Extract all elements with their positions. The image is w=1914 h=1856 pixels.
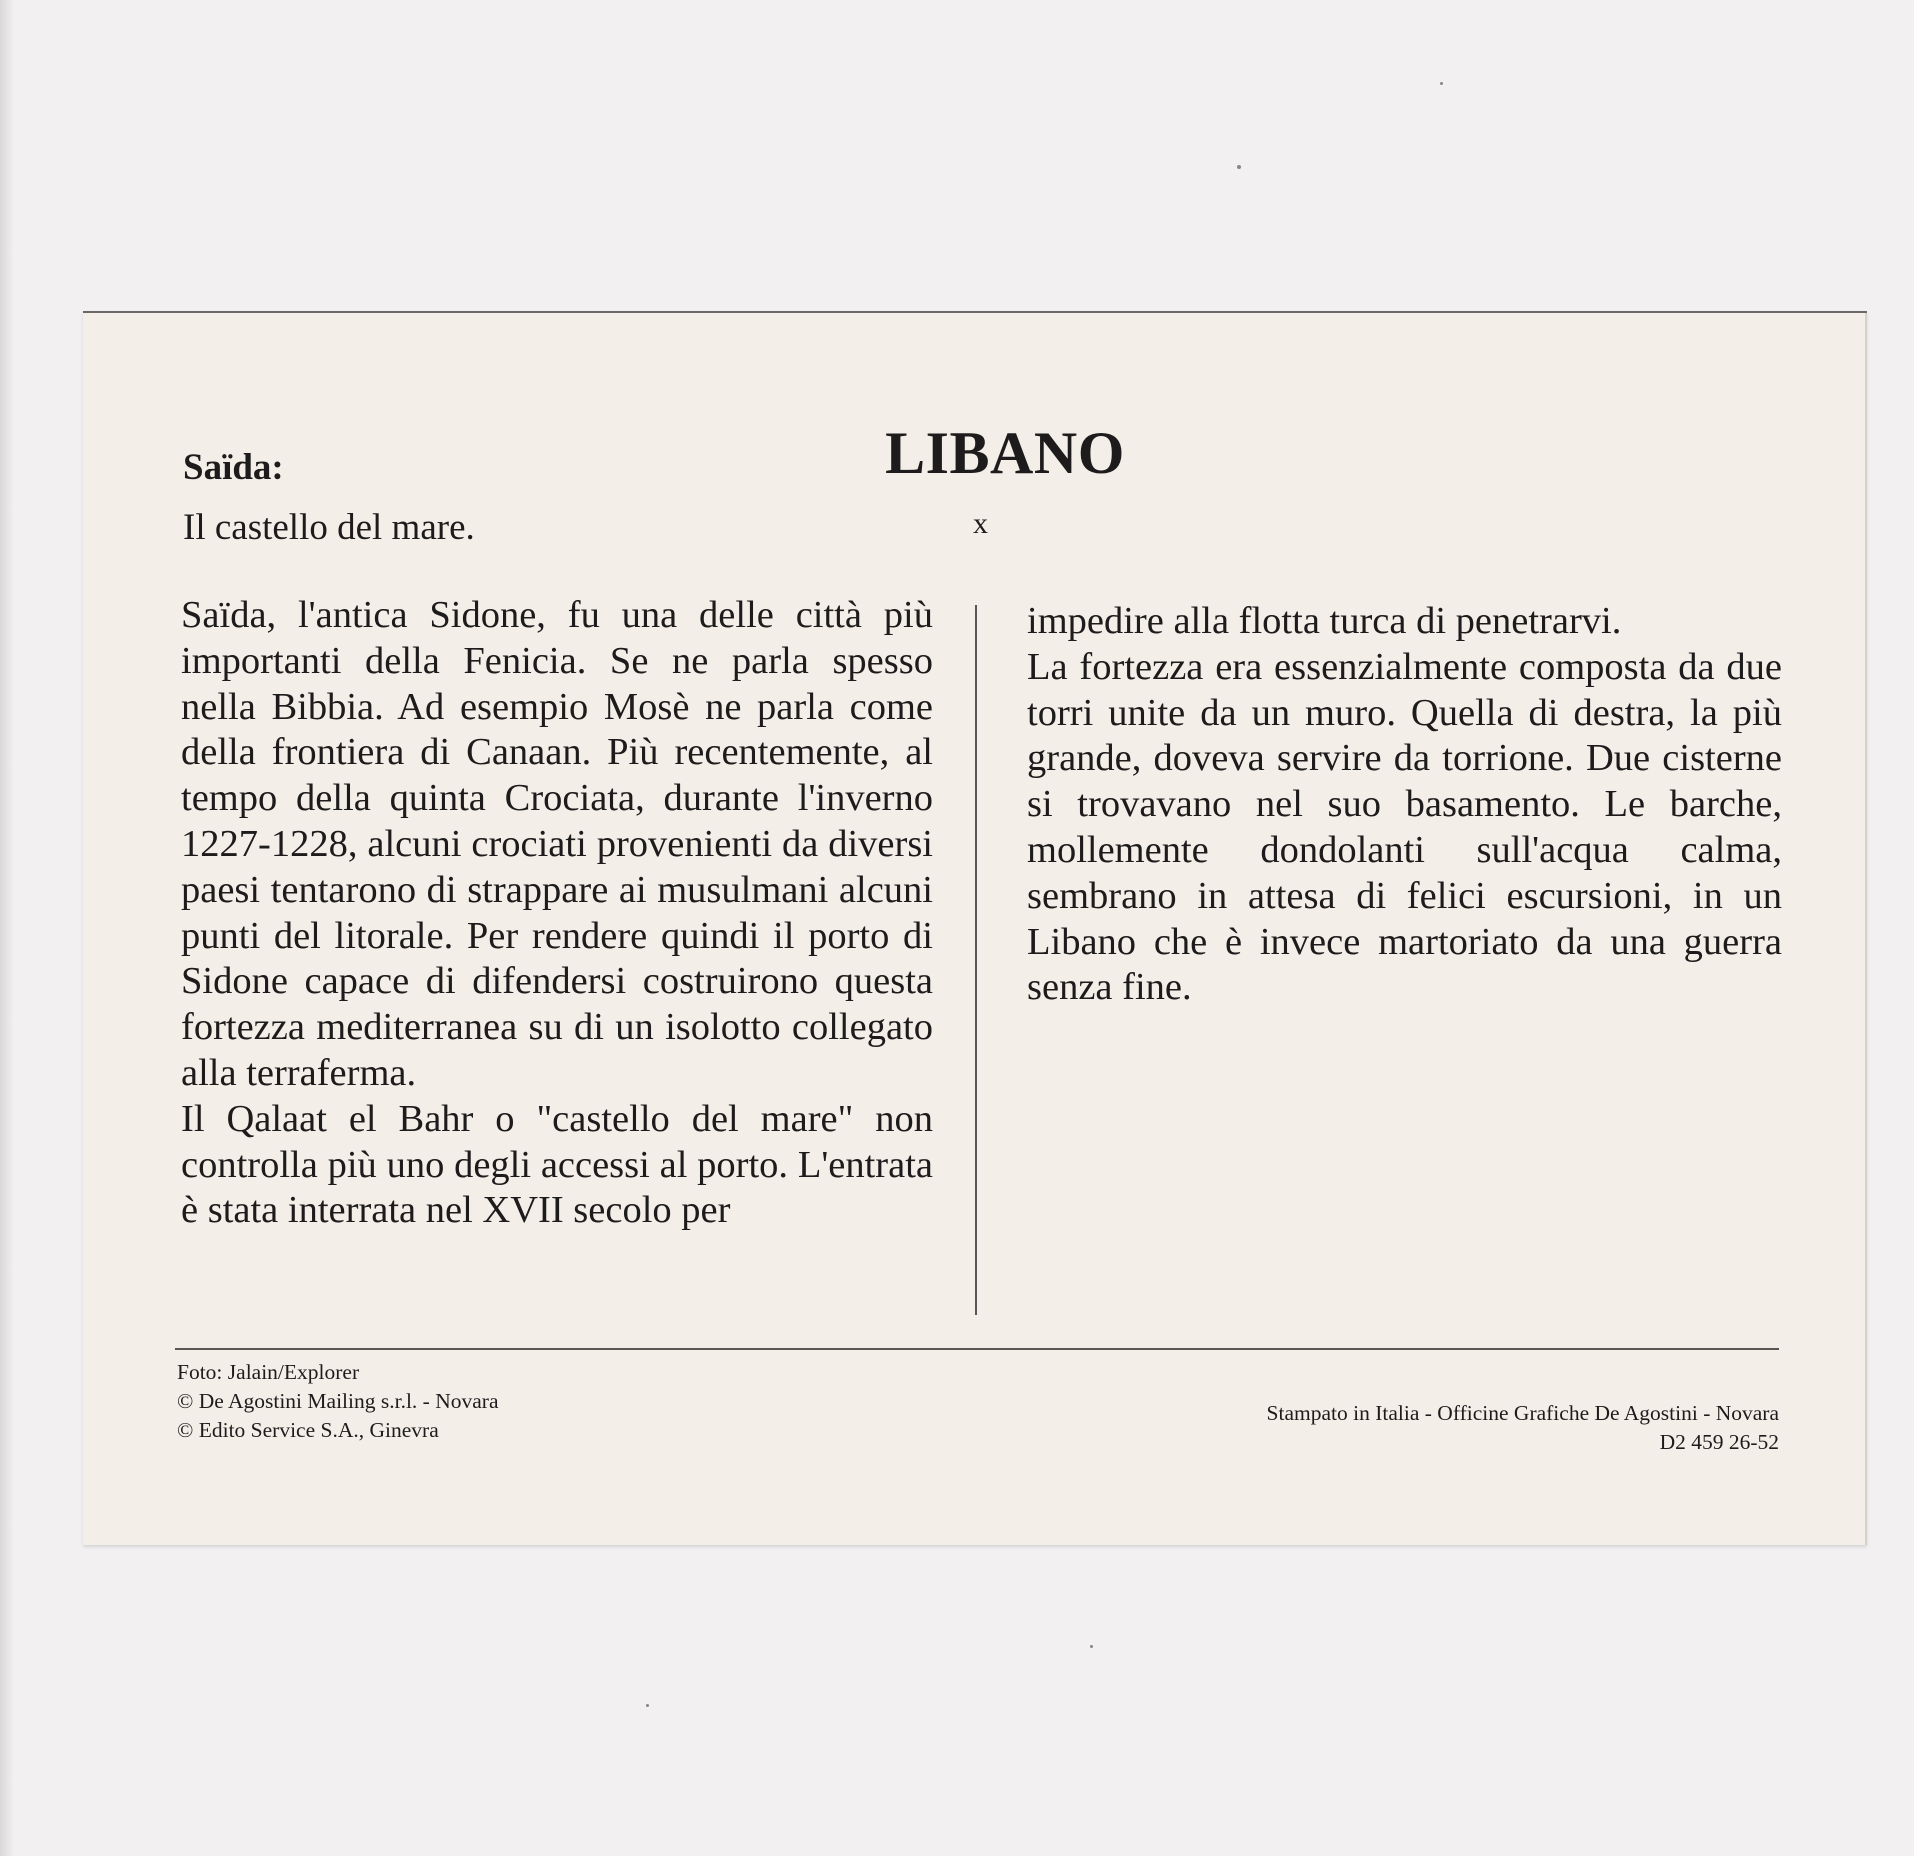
printer-credits <box>1267 1399 1779 1457</box>
column-divider <box>975 605 977 1315</box>
paragraph: Saïda, l'antica Sidone, fu una delle città più importanti della Fenicia. Se ne parla spesso nella Bibbia. Ad esempio Mosè ne parla come della frontiera di Canaan. Più recentemente, al tempo della quinta Crociata, durante l'inverno 1227-1228, alcuni crociati provenienti da diversi paesi tentarono di strappare ai musulmani alcuni punti del litorale. Per rendere quindi il porto di Sidone capace di difendersi costruirono questa fortezza mediterranea su di un isolotto collegato alla terraferma. <box>181 594 933 1094</box>
printer-line: Stampato in Italia - Officine Grafiche De Agostini - Novara <box>1266 1401 1779 1425</box>
paragraph: Il Qalaat el Bahr o "castello del mare" non controlla più uno degli accessi al porto. L'entrata è stata interrata nel XVII secolo per <box>181 1097 933 1232</box>
paper-speck <box>1440 82 1443 85</box>
paragraph: La fortezza era essenzialmente composta da due torri unite da un muro. Quella di destra, la più grande, doveva servire da torrione. Due cisterne si trovavano nel suo basamento. Le barche, mollemente dondolanti sull'acqua calma, sembrano in attesa di felici escursioni, in un Libano che è invece martoriato da una guerra senza fine. <box>1027 645 1782 1009</box>
paper-speck <box>646 1704 649 1707</box>
text-column-right <box>1027 599 1782 1011</box>
credit-line: Foto: Jalain/Explorer <box>177 1360 360 1384</box>
footer-rule <box>175 1348 1779 1350</box>
title-mark: x <box>973 507 988 540</box>
place-heading: Saïda: <box>183 447 284 488</box>
text-column-left <box>181 593 933 1234</box>
image-caption: Il castello del mare. <box>183 507 475 548</box>
card-title: LIBANO <box>885 420 1125 486</box>
page-edge-shadow <box>0 0 14 1856</box>
card-edge <box>1865 313 1867 1545</box>
paper-speck <box>1237 165 1241 169</box>
catalog-code: D2 459 26-52 <box>1659 1430 1779 1454</box>
credit-line: © De Agostini Mailing s.r.l. - Novara <box>177 1389 499 1413</box>
paper-speck <box>1090 1645 1093 1648</box>
credit-line: © Edito Service S.A., Ginevra <box>177 1418 439 1442</box>
postcard-back <box>83 311 1867 1545</box>
photo-credits <box>177 1358 498 1445</box>
paragraph: impedire alla flotta turca di penetrarvi. <box>1027 600 1622 642</box>
